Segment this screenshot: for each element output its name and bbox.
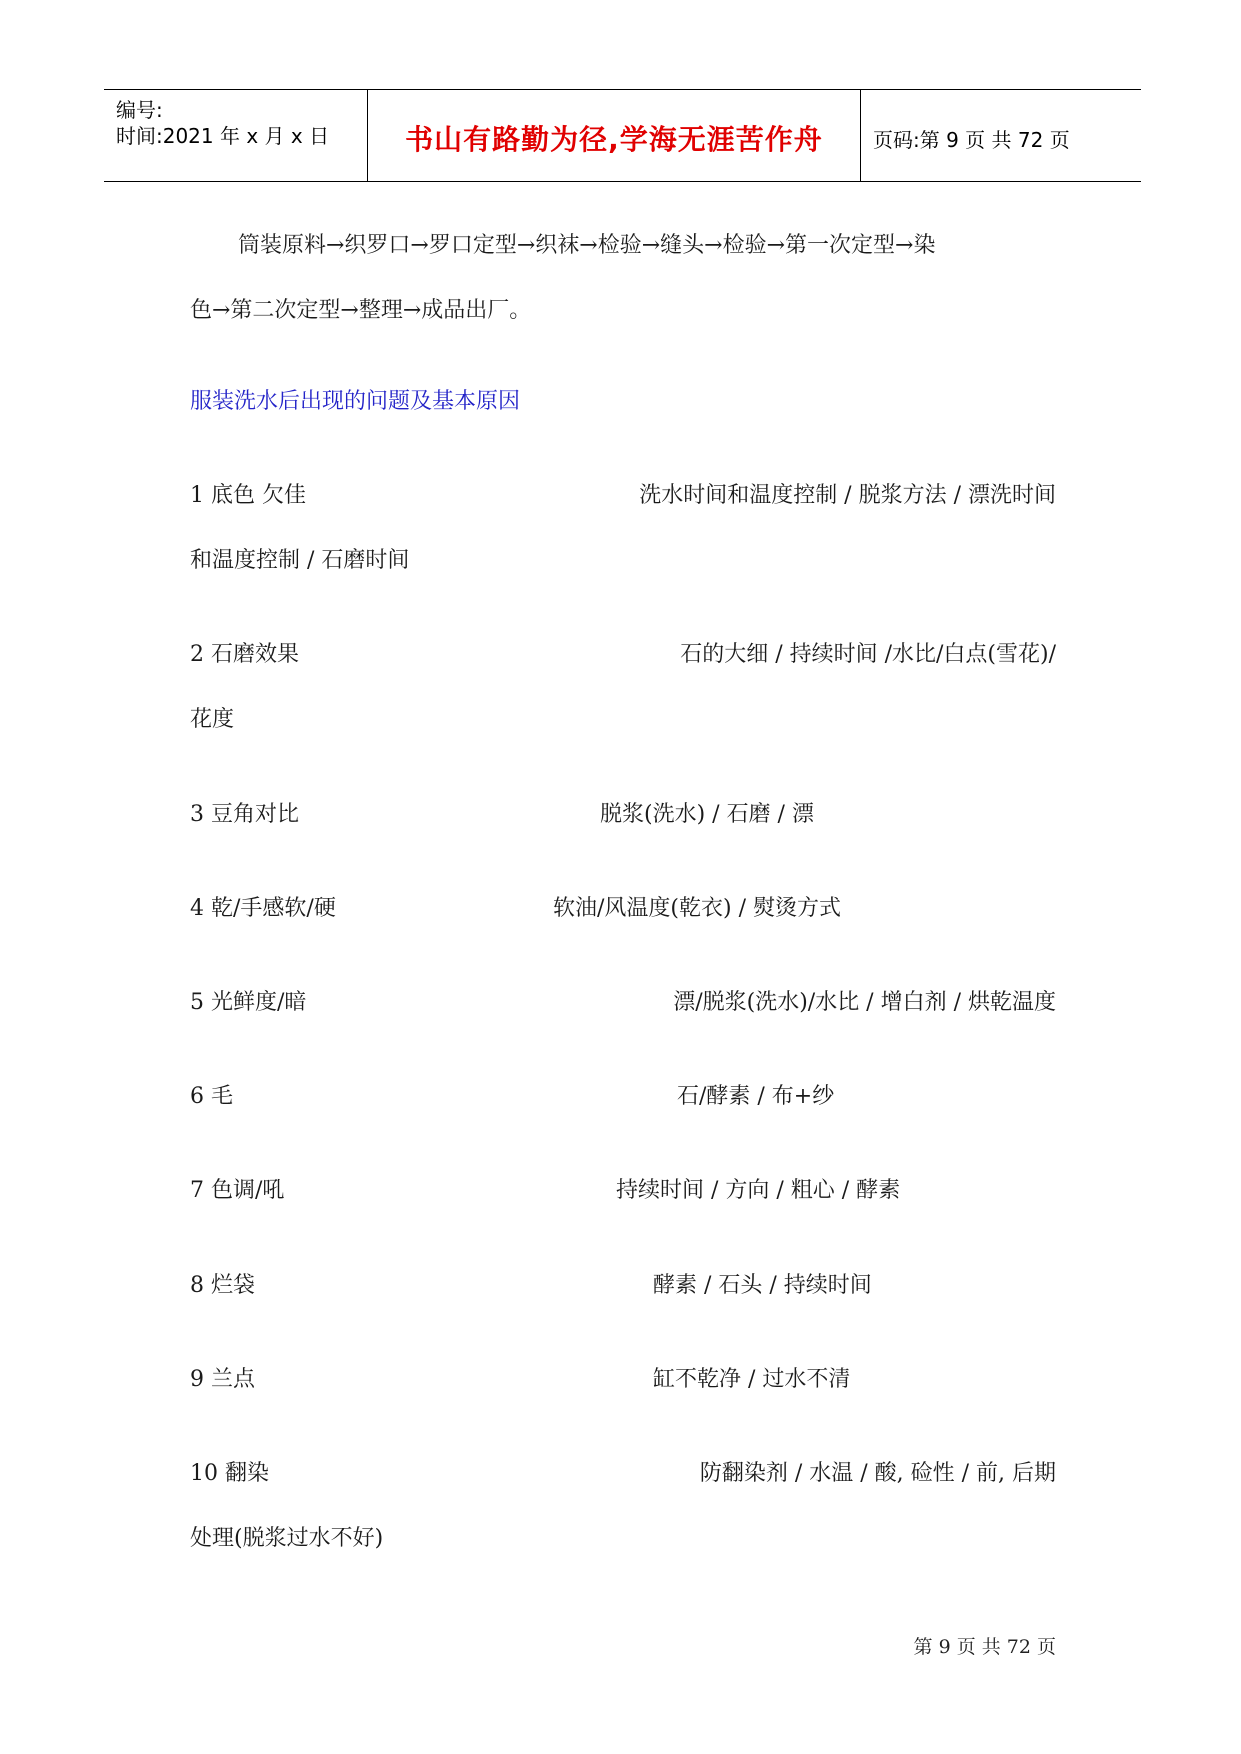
item-causes: 酵素 / 石头 / 持续时间 <box>653 1273 872 1298</box>
item-causes-continued: 花度 <box>190 707 235 732</box>
item-causes: 石/酵素 / 布+纱 <box>677 1084 835 1109</box>
item-causes: 软油/风温度(乾衣) / 熨烫方式 <box>553 896 841 921</box>
item-causes: 持续时间 / 方向 / 粗心 / 酵素 <box>616 1178 901 1203</box>
item-label: 8 烂袋 <box>190 1273 255 1298</box>
item-label: 7 色调/吼 <box>190 1178 285 1203</box>
section-title: 服装洗水后出现的问题及基本原因 <box>190 389 521 414</box>
serial-label: 编号: <box>116 98 163 122</box>
item-label: 2 石磨效果 <box>190 642 299 667</box>
page-header <box>104 89 1141 182</box>
page-footer: 第 9 页 共 72 页 <box>913 1636 1056 1658</box>
page-number-label: 页码:第 9 页 共 72 页 <box>873 128 1070 152</box>
item-label: 6 毛 <box>190 1084 233 1109</box>
item-causes: 脱浆(洗水) / 石磨 / 漂 <box>600 802 814 827</box>
item-causes-continued: 处理(脱浆过水不好) <box>190 1526 384 1551</box>
item-label: 5 光鲜度/暗 <box>190 990 307 1015</box>
header-motto-cell <box>368 90 861 181</box>
intro-paragraph <box>190 213 1056 343</box>
item-label: 1 底色 欠佳 <box>190 483 306 508</box>
item-label: 10 翻染 <box>190 1461 269 1486</box>
item-causes: 石的大细 / 持续时间 /水比/白点(雪花)/ <box>680 642 1056 667</box>
item-label: 4 乾/手感软/硬 <box>190 896 336 921</box>
time-label: 时间:2021 年 x 月 x 日 <box>116 124 330 148</box>
item-causes: 漂/脱浆(洗水)/水比 / 增白剂 / 烘乾温度 <box>673 990 1056 1015</box>
intro-line-2: 色→第二次定型→整理→成品出厂。 <box>190 298 532 323</box>
item-causes-continued: 和温度控制 / 石磨时间 <box>190 548 410 573</box>
item-causes: 洗水时间和温度控制 / 脱浆方法 / 漂洗时间 <box>639 483 1056 508</box>
header-left-cell <box>104 90 368 181</box>
item-label: 9 兰点 <box>190 1367 255 1392</box>
item-label: 3 豆角对比 <box>190 802 299 827</box>
header-right-cell <box>861 90 1141 181</box>
motto: 书山有路勤为径,学海无涯苦作舟 <box>405 123 823 156</box>
intro-line-1: 筒装原料→织罗口→罗口定型→织袜→检验→缝头→检验→第一次定型→染 <box>238 233 936 258</box>
item-causes: 缸不乾净 / 过水不清 <box>653 1367 851 1392</box>
item-causes: 防翻染剂 / 水温 / 酸, 硷性 / 前, 后期 <box>699 1461 1056 1486</box>
